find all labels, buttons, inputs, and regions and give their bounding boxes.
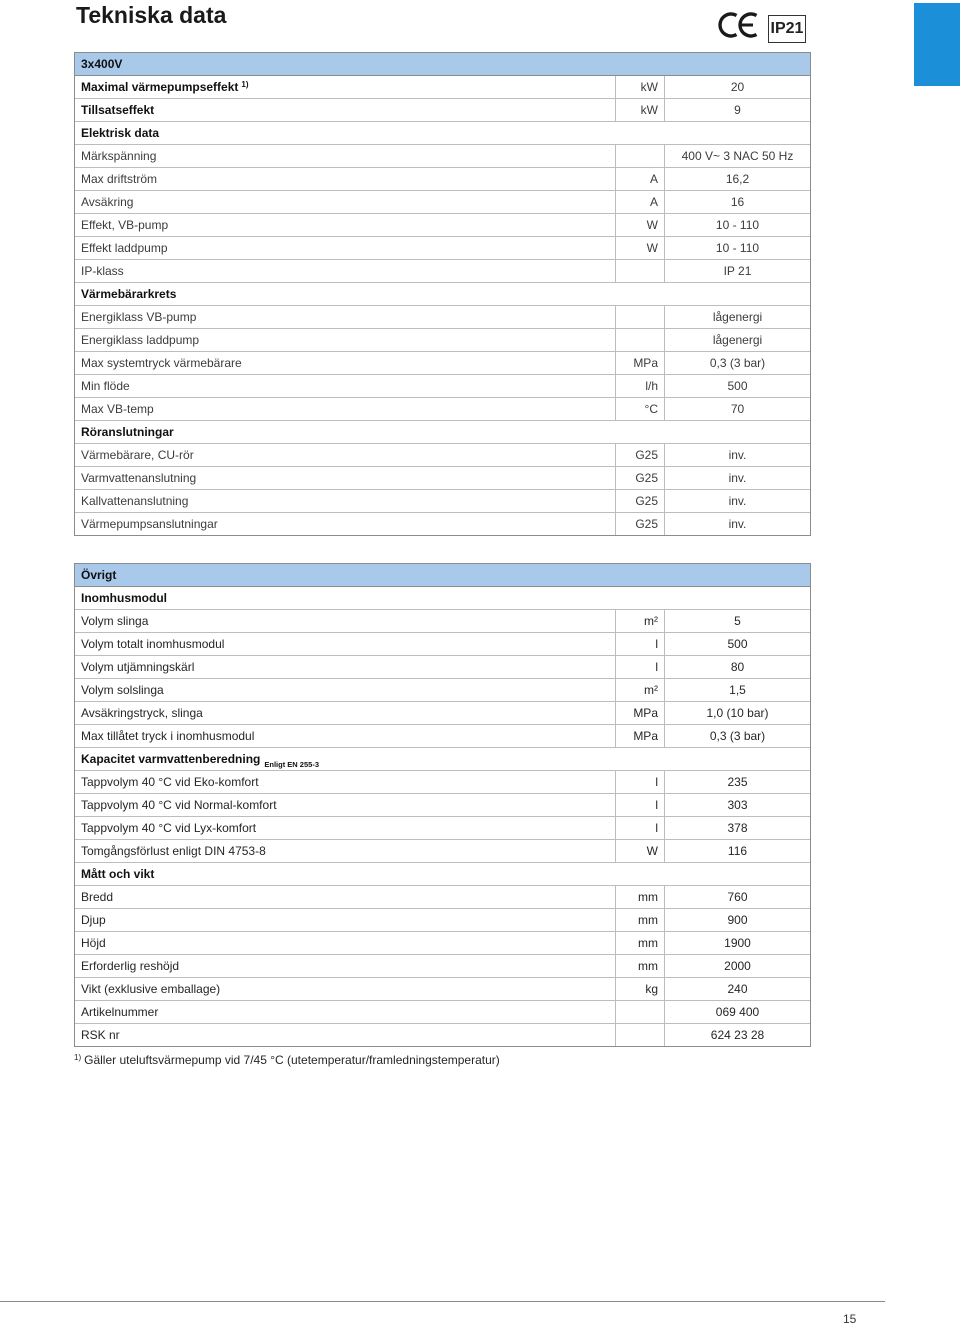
row-unit: W bbox=[615, 237, 665, 259]
row-value: 116 bbox=[727, 844, 748, 858]
row-value: lågenergi bbox=[712, 310, 763, 324]
row-unit: kW bbox=[615, 76, 665, 98]
row-label-text: Röranslutningar bbox=[81, 425, 174, 439]
row-label-text: Kapacitet varmvattenberedning bbox=[81, 752, 261, 766]
row-unit: l bbox=[615, 794, 665, 816]
row-unit: G25 bbox=[615, 513, 665, 535]
row-label bbox=[81, 771, 259, 793]
row-value: 235 bbox=[727, 775, 748, 789]
row-unit: A bbox=[615, 168, 665, 190]
row-label bbox=[81, 237, 168, 259]
row-unit: mm bbox=[615, 955, 665, 977]
spec-row bbox=[75, 840, 810, 863]
row-value: 10 - 110 bbox=[715, 241, 760, 255]
row-unit: l bbox=[615, 633, 665, 655]
spec-row bbox=[75, 444, 810, 467]
row-value: 16 bbox=[730, 195, 745, 209]
row-value: 500 bbox=[727, 637, 748, 651]
row-label-text: Tappvolym 40 °C vid Eko-komfort bbox=[81, 775, 259, 789]
row-value: 500 bbox=[727, 379, 748, 393]
row-label bbox=[81, 932, 106, 954]
row-value: 70 bbox=[730, 402, 745, 416]
row-value: IP 21 bbox=[723, 264, 752, 278]
row-label bbox=[81, 840, 266, 862]
footnote-marker: 1) bbox=[74, 1053, 82, 1062]
row-label-text: Volym solslinga bbox=[81, 683, 164, 697]
row-label bbox=[81, 886, 113, 908]
row-value: 240 bbox=[727, 982, 748, 996]
row-unit: G25 bbox=[615, 490, 665, 512]
accent-bar bbox=[914, 3, 960, 86]
row-unit bbox=[615, 260, 665, 282]
spec-row bbox=[75, 352, 810, 375]
spec-row bbox=[75, 633, 810, 656]
row-value: 1900 bbox=[724, 936, 751, 950]
spec-table-electrical bbox=[74, 52, 811, 536]
row-label bbox=[81, 513, 218, 535]
row-label-text: Höjd bbox=[81, 936, 106, 950]
row-value: 900 bbox=[727, 913, 748, 927]
spec-row bbox=[75, 978, 810, 1001]
standard-reference: Enligt EN 255-3 bbox=[264, 760, 319, 769]
ce-mark-icon bbox=[718, 10, 760, 40]
row-label bbox=[81, 283, 176, 305]
spec-row bbox=[75, 771, 810, 794]
row-label-text: Max driftström bbox=[81, 172, 158, 186]
spec-row bbox=[75, 329, 810, 352]
row-label bbox=[81, 863, 154, 885]
row-label-text: Volym slinga bbox=[81, 614, 149, 628]
row-label bbox=[81, 656, 194, 678]
row-unit: l bbox=[615, 817, 665, 839]
row-label bbox=[81, 955, 179, 977]
row-value: 303 bbox=[727, 798, 748, 812]
row-unit: m² bbox=[615, 679, 665, 701]
table-header-label: 3x400V bbox=[81, 57, 123, 71]
spec-row bbox=[75, 1001, 810, 1024]
row-label-text: Energiklass laddpump bbox=[81, 333, 200, 347]
row-value: 378 bbox=[727, 821, 748, 835]
row-unit: G25 bbox=[615, 444, 665, 466]
row-label bbox=[81, 490, 188, 512]
row-value: lågenergi bbox=[712, 333, 763, 347]
footnote-text: Gäller uteluftsvärmepump vid 7/45 °C (utetemperatur/framledningstemperatur) bbox=[84, 1053, 500, 1067]
row-label-text: Märkspänning bbox=[81, 149, 157, 163]
row-unit: A bbox=[615, 191, 665, 213]
row-label-text: Erforderlig reshöjd bbox=[81, 959, 180, 973]
spec-row bbox=[75, 260, 810, 283]
row-label bbox=[81, 145, 156, 167]
row-unit: MPa bbox=[615, 352, 665, 374]
row-label bbox=[81, 352, 242, 374]
spec-table-other bbox=[74, 563, 811, 1047]
row-value: inv. bbox=[728, 494, 747, 508]
row-label bbox=[81, 260, 124, 282]
spec-row bbox=[75, 725, 810, 748]
table-header-label: Övrigt bbox=[81, 568, 117, 582]
row-value: 1,0 (10 bar) bbox=[706, 706, 769, 720]
row-label-text: Kallvattenanslutning bbox=[81, 494, 189, 508]
row-value: 2000 bbox=[724, 959, 751, 973]
spec-row bbox=[75, 656, 810, 679]
row-label bbox=[81, 978, 220, 1000]
section-row bbox=[75, 863, 810, 886]
row-value: 1,5 bbox=[729, 683, 746, 697]
row-label-text: Vikt (exklusive emballage) bbox=[81, 982, 221, 996]
row-label-text: Max VB-temp bbox=[81, 402, 154, 416]
spec-row bbox=[75, 398, 810, 421]
row-label bbox=[81, 909, 106, 931]
row-value: 80 bbox=[730, 660, 745, 674]
footnote bbox=[74, 1052, 500, 1070]
row-unit: kg bbox=[615, 978, 665, 1000]
row-label bbox=[81, 702, 203, 724]
spec-row bbox=[75, 909, 810, 932]
row-unit bbox=[615, 329, 665, 351]
row-label-text: Inomhusmodul bbox=[81, 591, 167, 605]
row-label bbox=[81, 375, 130, 397]
row-value: inv. bbox=[728, 471, 747, 485]
row-unit: l bbox=[615, 771, 665, 793]
row-unit: W bbox=[615, 840, 665, 862]
row-unit: l/h bbox=[615, 375, 665, 397]
row-label bbox=[81, 610, 148, 632]
page-title: Tekniska data bbox=[76, 2, 227, 28]
row-label bbox=[81, 306, 196, 328]
row-label-text: Elektrisk data bbox=[81, 126, 160, 140]
spec-row bbox=[75, 679, 810, 702]
row-label bbox=[81, 168, 157, 190]
row-label bbox=[81, 817, 256, 839]
row-label-text: Max systemtryck värmebärare bbox=[81, 356, 242, 370]
row-label-text: Värmepumpsanslutningar bbox=[81, 517, 218, 531]
section-row bbox=[75, 122, 810, 145]
spec-row bbox=[75, 99, 810, 122]
row-value: 0,3 (3 bar) bbox=[709, 729, 766, 743]
row-unit: mm bbox=[615, 932, 665, 954]
row-label bbox=[81, 725, 254, 747]
spec-row bbox=[75, 817, 810, 840]
row-label-text: Effekt laddpump bbox=[81, 241, 168, 255]
row-value: 20 bbox=[730, 80, 745, 94]
row-value: inv. bbox=[728, 517, 747, 531]
row-unit bbox=[615, 1024, 665, 1046]
row-label bbox=[81, 99, 154, 121]
row-label-text: Artikelnummer bbox=[81, 1005, 159, 1019]
row-unit: m² bbox=[615, 610, 665, 632]
row-value: 10 - 110 bbox=[715, 218, 760, 232]
row-label bbox=[81, 191, 133, 213]
page-divider bbox=[0, 1301, 885, 1302]
spec-row bbox=[75, 702, 810, 725]
spec-row bbox=[75, 237, 810, 260]
row-label bbox=[81, 748, 319, 772]
row-label-text: Värmebärarkrets bbox=[81, 287, 177, 301]
row-value: 0,3 (3 bar) bbox=[709, 356, 766, 370]
row-label bbox=[81, 794, 277, 816]
row-unit bbox=[615, 145, 665, 167]
row-label-text: Tappvolym 40 °C vid Normal-komfort bbox=[81, 798, 277, 812]
section-row bbox=[75, 748, 810, 771]
row-label-text: Max tillåtet tryck i inomhusmodul bbox=[81, 729, 255, 743]
row-label bbox=[81, 679, 164, 701]
row-unit: MPa bbox=[615, 725, 665, 747]
row-label bbox=[81, 587, 167, 609]
row-label-text: Volym utjämningskärl bbox=[81, 660, 195, 674]
row-label bbox=[81, 467, 196, 489]
section-row bbox=[75, 587, 810, 610]
row-label-text: Bredd bbox=[81, 890, 114, 904]
row-label bbox=[81, 76, 249, 100]
row-value: 400 V~ 3 NAC 50 Hz bbox=[681, 149, 794, 163]
row-unit: W bbox=[615, 214, 665, 236]
spec-row bbox=[75, 610, 810, 633]
spec-row bbox=[75, 932, 810, 955]
table-header-row bbox=[75, 53, 810, 76]
row-label-text: Avsäkringstryck, slinga bbox=[81, 706, 203, 720]
row-label-text: Avsäkring bbox=[81, 195, 134, 209]
row-unit: mm bbox=[615, 909, 665, 931]
row-unit: l bbox=[615, 656, 665, 678]
spec-row bbox=[75, 794, 810, 817]
spec-row bbox=[75, 375, 810, 398]
row-value: inv. bbox=[728, 448, 747, 462]
row-value: 760 bbox=[727, 890, 748, 904]
section-row bbox=[75, 283, 810, 306]
spec-row bbox=[75, 214, 810, 237]
row-label-text: Tillsatseffekt bbox=[81, 103, 155, 117]
row-unit: °C bbox=[615, 398, 665, 420]
row-label-text: Värmebärare, CU-rör bbox=[81, 448, 194, 462]
row-label-text: Varmvattenanslutning bbox=[81, 471, 197, 485]
row-value: 16,2 bbox=[725, 172, 750, 186]
row-label bbox=[81, 1024, 120, 1046]
spec-row bbox=[75, 168, 810, 191]
row-label bbox=[81, 633, 224, 655]
row-value: 9 bbox=[734, 103, 741, 117]
row-value: 5 bbox=[734, 614, 741, 628]
row-value: 069 400 bbox=[715, 1005, 760, 1019]
row-label-text: Djup bbox=[81, 913, 106, 927]
row-label bbox=[81, 444, 194, 466]
row-label bbox=[81, 1001, 158, 1023]
row-unit: G25 bbox=[615, 467, 665, 489]
row-label-text: Tomgångsförlust enligt DIN 4753-8 bbox=[81, 844, 266, 858]
row-label-text: Mått och vikt bbox=[81, 867, 155, 881]
row-label-text: IP-klass bbox=[81, 264, 124, 278]
row-label bbox=[81, 214, 168, 236]
row-label bbox=[81, 122, 159, 144]
row-label-text: Tappvolym 40 °C vid Lyx-komfort bbox=[81, 821, 257, 835]
spec-row bbox=[75, 1024, 810, 1046]
row-label-text: Volym totalt inomhusmodul bbox=[81, 637, 225, 651]
spec-row bbox=[75, 145, 810, 168]
section-row bbox=[75, 421, 810, 444]
row-label bbox=[81, 421, 174, 443]
page-number: 15 bbox=[843, 1312, 857, 1326]
spec-row bbox=[75, 76, 810, 99]
row-label-text: Effekt, VB-pump bbox=[81, 218, 169, 232]
footnote-reference: 1) bbox=[241, 80, 249, 89]
spec-row bbox=[75, 955, 810, 978]
row-label bbox=[81, 398, 154, 420]
spec-row bbox=[75, 191, 810, 214]
spec-row bbox=[75, 306, 810, 329]
row-label bbox=[81, 329, 199, 351]
row-unit bbox=[615, 1001, 665, 1023]
row-unit bbox=[615, 306, 665, 328]
row-label-text: Energiklass VB-pump bbox=[81, 310, 197, 324]
row-label-text: RSK nr bbox=[81, 1028, 120, 1042]
spec-row bbox=[75, 886, 810, 909]
ip-rating-badge: IP21 bbox=[768, 15, 806, 43]
spec-row bbox=[75, 467, 810, 490]
table-header-row bbox=[75, 564, 810, 587]
row-unit: MPa bbox=[615, 702, 665, 724]
row-unit: mm bbox=[615, 886, 665, 908]
spec-row bbox=[75, 490, 810, 513]
row-unit: kW bbox=[615, 99, 665, 121]
row-label-text: Min flöde bbox=[81, 379, 130, 393]
row-value: 624 23 28 bbox=[710, 1028, 765, 1042]
row-label-text: Maximal värmepumpseffekt bbox=[81, 80, 239, 94]
spec-row bbox=[75, 513, 810, 535]
